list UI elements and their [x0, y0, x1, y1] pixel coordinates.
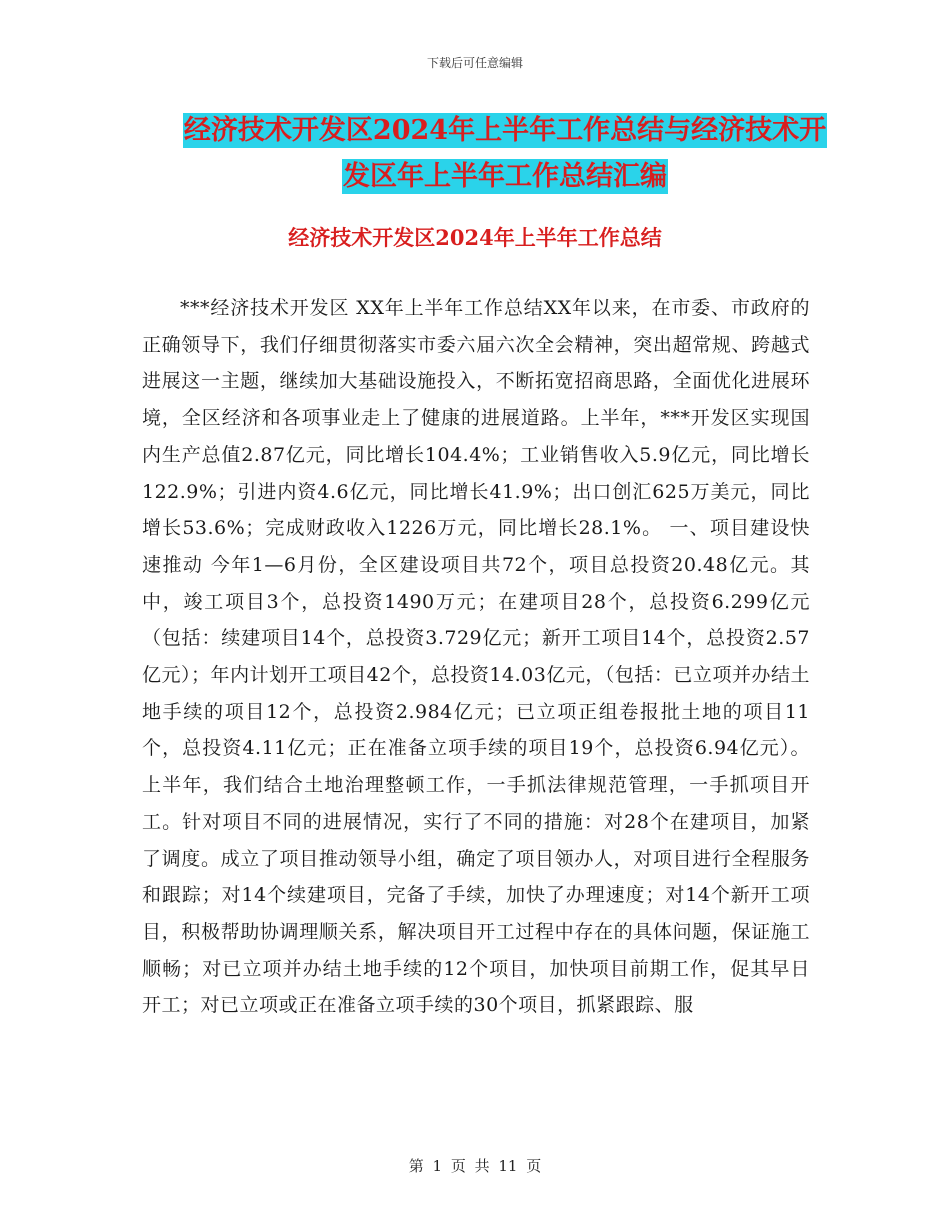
body-paragraph: ***经济技术开发区 XX年上半年工作总结XX年以来，在市委、市政府的正确领导下，我们仔细贯彻落实市委六届六次全会精神，突出超常规、跨越式进展这一主题，继续加大基础设施投入，不断拓宽招商思路，全面优化进展环境，全区经济和各项事业走上了健康的进展道路。上半年，***开发区实现国内生产总值2.87亿元，同比增长104.4%；工业销售收入5.9亿元，同比增长122.9%；引进内资4.6亿元，同比增长41.9%；出口创汇625万美元，同比增长53.6%；完成财政收入1226万元，同比增长28.1%。 一、项目建设快速推动 今年1—6月份，全区建设项目共72个，项目总投资20.48亿元。其中，竣工项目3个，总投资1490万元；在建项目28个，总投资6.299亿元（包括：续建项目14个，总投资3.729亿元；新开工项目14个，总投资2.57亿元）；年内计划开工项目42个，总投资14.03亿元，（包括：已立项并办结土地手续的项目12个，总投资2.984亿元；已立项正组卷报批土地的项目11个，总投资4.11亿元；正在准备立项手续的项目19个，总投资6.94亿元）。上半年，我们结合土地治理整顿工作，一手抓法律规范管理，一手抓项目开工。针对项目不同的进展情况，实行了不同的措施：对28个在建项目，加紧了调度。成立了项目推动领导小组，确定了项目领办人，对项目进行全程服务和跟踪；对14个续建项目，完备了手续，加快了办理速度；对14个新开工项目，积极帮助协调理顺关系，解决项目开工过程中存在的具体问题，保证施工顺畅；对已立项并办结土地手续的12个项目，加快项目前期工作，促其早日开工；对已立项或正在准备立项手续的30个项目，抓紧跟踪、服: [142, 297, 810, 1017]
document-title-line-1: 经济技术开发区2024年上半年工作总结与经济技术开: [183, 115, 827, 146]
page-number: 第 1 页 共 11 页: [408, 1157, 542, 1175]
document-title-line-2: 发区年上半年工作总结汇编: [343, 161, 667, 192]
section-title: 经济技术开发区2024年上半年工作总结: [288, 225, 662, 250]
document-title: [100, 108, 910, 200]
header-note: 下载后可任意编辑: [426, 56, 523, 70]
